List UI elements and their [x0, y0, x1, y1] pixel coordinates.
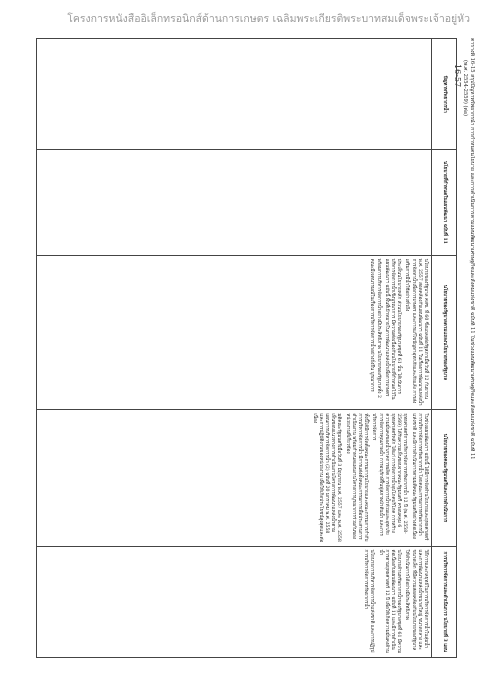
- header-plan-11-policy: นโยบายที่กำหนดในแผนพัฒนา ฉบับที่ 11: [432, 150, 457, 255]
- caption-line-2: (พ.ศ. 2554-2559) (ต่อ): [462, 60, 468, 117]
- cell-cabinet-policy: [37, 410, 432, 546]
- cell-plan-11-policy: [37, 150, 432, 255]
- page-number: 16-57: [453, 64, 462, 88]
- policy-summary-table: [36, 38, 457, 658]
- paragraph: วิธีการและกลยุทธ์ในการบริหารจัดการน้ำในลุ่มน้ำ และการพัฒนาแหล่งน้ำขนาดใหญ่ ขนาดกลาง และขนาดเล็ก ที่มีความสอดคล้องกับนโยบายของรัฐบาล ให้ดำเนินการได้อย่างมีประสิทธิภาพ: [404, 549, 428, 651]
- header-management: การบริหารจัดการและดำเนินการ นโยบายที่ 3 แผน: [432, 546, 457, 657]
- paragraph: ในช่วงแผนพัฒนาฯ ฉบับนี้ ได้มีการจัดทำนโยบายและยุทธศาสตร์การบริหารจัดการทรัพยากรน้ำ โดยคณะกรรมการทรัพยากรน้ำแห่งชาติ และมีการดำเนินการตามมติคณะรัฐมนตรีอย่างต่อเนื่อง: [410, 413, 428, 541]
- cell-water-problems: [37, 39, 432, 150]
- rotated-table-page: [7, 38, 477, 658]
- paragraph: นโยบายด้านทรัพยากรน้ำของรัฐบาลชุดที่ 61 มีความต่อเนื่องกับแผนพัฒนาฯ ฉบับที่ 11 และมีการดำเนินการตามยุทธศาสตร์ 12 ปี เพื่อให้เกิดความมั่นคงด้านน้ำ: [377, 549, 402, 654]
- paragraph: นโยบายของรัฐบาล คสช. ที่ 60 ซึ่งแถลงต่อรัฐสภาเมื่อวันที่ 12 กันยายน พ.ศ. 2557 สอดคล้องกับแผนพัฒนาฯ ฉบับที่ 11 ในเรื่องการพัฒนาแหล่งน้ำ การจัดหาน้ำเพื่อการเกษตร และการแก้ไขปัญหาอุทกภัยและภัยแล้ง การส่งเสริมการมีน้ำใช้อย่างทั่วถึง: [404, 258, 428, 406]
- table-header-row: [432, 39, 457, 658]
- paragraph: นโยบายการบริหารจัดการน้ำแห่งชาติ และการปฏิรูปการบริหารจัดการทรัพยากรน้ำ: [363, 549, 375, 653]
- table-caption: [461, 38, 475, 658]
- paragraph: พร้อมการบริหารจัดการน้ำอย่างมีประสิทธิภาพ นโยบายของรัฐบาลทั้ง 2 คณะมีเจตนารมณ์ในเรื่องการบริหารจัดการน้ำอย่างยั่งยืน บูรณาการ: [369, 258, 381, 398]
- paragraph: ประเด็นนโยบายหลัก ส่วนนโยบายของรัฐบาลชุดที่ 61 นั้น ได้เน้นการบริหารจัดการน้ำเชิงบูรณาการ มีความต่อเนื่องกับนโยบายที่กำหนดไว้ในแผนพัฒนาฯ ฉบับนี้ พื้นที่เป้าหมายในการพัฒนาแหล่งน้ำเพื่อการเกษตร: [383, 258, 402, 400]
- cell-government-policy: [37, 255, 432, 410]
- header-cabinet-policy: นโยบายของคณะรัฐมนตรีและการดำเนินการ: [432, 410, 457, 546]
- cell-management: [37, 546, 432, 657]
- table-row: [37, 39, 432, 658]
- caption-line-1: ตารางที่ 16-15 สรุปปัญหาทรัพยากรน้ำ การกำหนดนโยบาย และการดำเนินการตามแผนพัฒนาเศรษฐกิจและสังคมแห่งชาติ ฉบับที่ 11 ในช่วงแผนพัฒนาเศรษฐกิจและสังคมแห่งชาติ ฉบับที่ 11: [469, 38, 475, 460]
- paragraph: มติคณะรัฐมนตรีเมื่อวันที่ 3 มิถุนายน พ.ศ. 2557 และ พ.ศ. 2558 เห็นชอบแนวทางการดำเนินงานโครงการพัฒนาแหล่งน้ำตามแผนการบริหารจัดการน้ำ (2) ฉบับที่ 20 มกราคม พ.ศ. 2558 และการปฏิบัติงานของหน่วยงาน เพื่อให้เกิดประโยชน์สูงสุดและต่อเนื่อง: [311, 413, 342, 543]
- paragraph: ทั้งนี้ได้มีการจัดตั้งคณะกรรมการนโยบายและคณะกรรมการกำกับการบริหารจัดการน้ำ มีการแต่งตั้งคณะกรรมการเพื่อประสานการดำเนินงาน พร้อมกำหนดแผนงานโครงการบูรณาการร่วมกันของหน่วยงานที่เกี่ยวข้อง: [344, 413, 369, 542]
- header-water-problems: ปัญหาทรัพยากรน้ำ: [432, 39, 457, 150]
- header-government-policy: นโยบายของรัฐบาลตามแถลงนโยบายของรัฐบาล: [432, 255, 457, 410]
- paragraph: ยุทธศาสตร์การบริหารจัดการทรัพยากรน้ำ 12 ปี (พ.ศ. 2558-2569) ได้รับความเห็นชอบจากคณะรัฐมนตรี ครอบคลุม 6 ยุทธศาสตร์หลัก ได้แก่ การจัดการน้ำอุปโภคบริโภค การสร้างความมั่นคงของน้ำภาคการผลิต การจัดการน้ำท่วมและอุทกภัย การจัดการคุณภาพน้ำ การอนุรักษ์ฟื้นฟูสภาพป่าต้นน้ำ และการบริหารจัดการ: [371, 413, 408, 536]
- book-series-header: โครงการหนังสืออิเล็กทรอนิกส์ด้านการเกษตร เฉลิมพระเกียรติพระบาทสมเด็จพระเจ้าอยู่หัว: [67, 13, 470, 25]
